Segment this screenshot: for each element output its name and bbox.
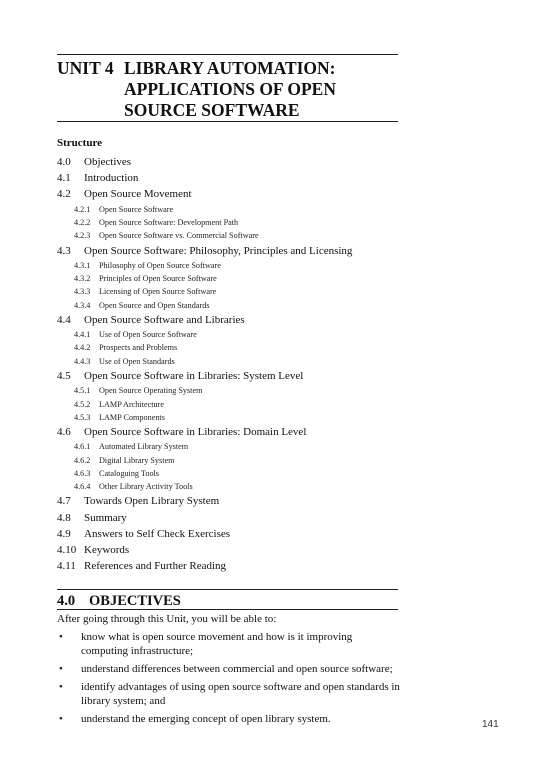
unit-title — [124, 58, 398, 121]
table-of-contents — [57, 154, 402, 574]
toc-subsection — [57, 440, 402, 453]
objectives-intro: After going through this Unit, you will be able to: — [57, 613, 277, 625]
toc-section — [57, 186, 402, 202]
toc-section — [57, 558, 402, 574]
toc-section — [57, 242, 402, 258]
toc-subsection — [57, 328, 402, 341]
toc-subsection-title: Other Library Activity Tools — [99, 482, 193, 492]
toc-section — [57, 510, 402, 526]
toc-section-title: Introduction — [84, 172, 139, 185]
toc-subsection — [57, 272, 402, 285]
toc-subsection — [57, 467, 402, 480]
objective-item — [57, 712, 402, 726]
toc-subsection-title: LAMP Architecture — [99, 399, 164, 409]
toc-subsection-number: 4.3.1 — [74, 260, 91, 270]
unit-title-line: APPLICATIONS OF OPEN — [124, 79, 336, 99]
toc-subsection-number: 4.6.2 — [74, 455, 91, 465]
toc-section-number: 4.5 — [57, 370, 71, 382]
toc-section — [57, 493, 402, 509]
toc-subsection — [57, 453, 402, 466]
toc-section-number: 4.9 — [57, 527, 71, 540]
toc-section-title: Summary — [84, 511, 127, 524]
toc-subsection-number: 4.4.1 — [74, 330, 91, 340]
toc-subsection — [57, 384, 402, 397]
toc-section-number: 4.0 — [57, 156, 71, 169]
toc-section-number: 4.2 — [57, 188, 71, 201]
toc-subsection — [57, 285, 402, 298]
toc-subsection — [57, 203, 402, 216]
toc-section-number: 4.6 — [57, 426, 71, 439]
toc-subsection-title: LAMP Components — [99, 412, 165, 422]
toc-section-title: Open Source Software: Philosophy, Principles and Licensing — [84, 244, 353, 257]
toc-subsection — [57, 411, 402, 424]
toc-section — [57, 542, 402, 558]
toc-subsection-number: 4.5.3 — [74, 412, 91, 422]
toc-subsection — [57, 229, 402, 242]
unit-title-line: LIBRARY AUTOMATION: — [124, 58, 336, 78]
toc-subsection-number: 4.4.2 — [74, 343, 91, 353]
toc-section — [57, 424, 402, 440]
toc-subsection-title: Open Source Software vs. Commercial Software — [99, 231, 259, 241]
toc-section-title: Open Source Movement — [84, 188, 192, 201]
objective-item — [57, 680, 402, 708]
objective-item — [57, 630, 402, 658]
toc-subsection — [57, 259, 402, 272]
toc-section-number: 4.11 — [57, 560, 76, 573]
toc-section-title: Open Source Software in Libraries: System Level — [84, 370, 304, 382]
toc-section-title: Open Source Software in Libraries: Domain Level — [84, 426, 307, 439]
toc-subsection-title: Open Source and Open Standards — [99, 300, 210, 310]
toc-subsection-number: 4.5.2 — [74, 399, 91, 409]
bullet-icon: • — [59, 713, 63, 725]
toc-section-number: 4.3 — [57, 244, 71, 257]
toc-subsection-title: Use of Open Source Software — [99, 330, 197, 340]
toc-subsection — [57, 299, 402, 312]
toc-subsection — [57, 480, 402, 493]
toc-subsection-number: 4.2.1 — [74, 204, 91, 214]
toc-subsection-number: 4.6.4 — [74, 482, 91, 492]
objective-text: identify advantages of using open source software and open standards in library system; and — [81, 681, 400, 707]
toc-subsection-number: 4.6.3 — [74, 468, 91, 478]
toc-subsection-title: Open Source Software: Development Path — [99, 218, 239, 227]
toc-subsection-title: Open Source Software — [99, 204, 174, 214]
toc-section-title: Objectives — [84, 156, 132, 169]
top-rule — [57, 54, 398, 55]
toc-section-title: Keywords — [84, 544, 130, 557]
bullet-icon: • — [59, 663, 63, 675]
toc-subsection-number: 4.6.1 — [74, 442, 91, 452]
toc-section-title: Answers to Self Check Exercises — [84, 527, 231, 540]
toc-section — [57, 526, 402, 542]
unit-number: UNIT 4 — [57, 58, 114, 78]
toc-section-number: 4.7 — [57, 495, 71, 508]
toc-subsection-number: 4.3.4 — [74, 300, 91, 310]
objectives-bottom-rule — [57, 609, 398, 610]
toc-subsection-title: Cataloguing Tools — [99, 468, 159, 478]
objective-text: understand differences between commercial and open source software; — [81, 663, 393, 675]
bullet-icon: • — [59, 681, 63, 693]
toc-section-title: Towards Open Library System — [84, 495, 220, 508]
toc-subsection-title: Automated Library System — [99, 442, 189, 452]
toc-subsection — [57, 341, 402, 354]
toc-section — [57, 154, 402, 170]
toc-subsection-title: Licensing of Open Source Software — [99, 287, 217, 297]
objectives-number: 4.0 — [57, 593, 76, 609]
toc-section-number: 4.8 — [57, 511, 71, 524]
objectives-top-rule — [57, 589, 398, 590]
bullet-icon: • — [59, 631, 63, 643]
toc-section — [57, 170, 402, 186]
toc-section — [57, 312, 402, 328]
toc-subsection-number: 4.3.3 — [74, 287, 91, 297]
toc-subsection-title: Open Source Operating System — [99, 386, 203, 396]
toc-section — [57, 368, 402, 384]
objective-text: know what is open source movement and how is it improving computing infrastructure; — [81, 631, 353, 657]
objectives-list — [57, 630, 402, 730]
toc-section-number: 4.1 — [57, 172, 71, 185]
objective-text: understand the emerging concept of open library system. — [81, 713, 331, 725]
toc-section-title: Open Source Software and Libraries — [84, 313, 245, 326]
toc-subsection-number: 4.4.3 — [74, 356, 91, 366]
toc-subsection-title: Philosophy of Open Source Software — [99, 260, 221, 270]
toc-subsection-title: Principles of Open Source Software — [99, 274, 217, 284]
toc-subsection — [57, 355, 402, 368]
toc-section-number: 4.10 — [57, 544, 77, 557]
structure-label: Structure — [57, 137, 103, 149]
toc-subsection — [57, 216, 402, 229]
unit-title-line: SOURCE SOFTWARE — [124, 100, 300, 120]
title-bottom-rule — [57, 121, 398, 122]
toc-subsection — [57, 397, 402, 410]
objective-item — [57, 662, 402, 676]
toc-subsection-title: Digital Library System — [99, 455, 175, 465]
objectives-heading — [57, 592, 181, 610]
toc-subsection-number: 4.3.2 — [74, 274, 91, 284]
toc-subsection-number: 4.2.2 — [74, 218, 91, 227]
objectives-title: OBJECTIVES — [89, 593, 181, 609]
toc-subsection-title: Use of Open Standards — [99, 356, 175, 366]
toc-section-number: 4.4 — [57, 313, 71, 326]
toc-section-title: References and Further Reading — [84, 560, 227, 573]
page-number: 141 — [482, 719, 499, 730]
toc-subsection-number: 4.5.1 — [74, 386, 91, 396]
toc-subsection-title: Prospects and Problems — [99, 343, 178, 353]
toc-subsection-number: 4.2.3 — [74, 231, 91, 241]
